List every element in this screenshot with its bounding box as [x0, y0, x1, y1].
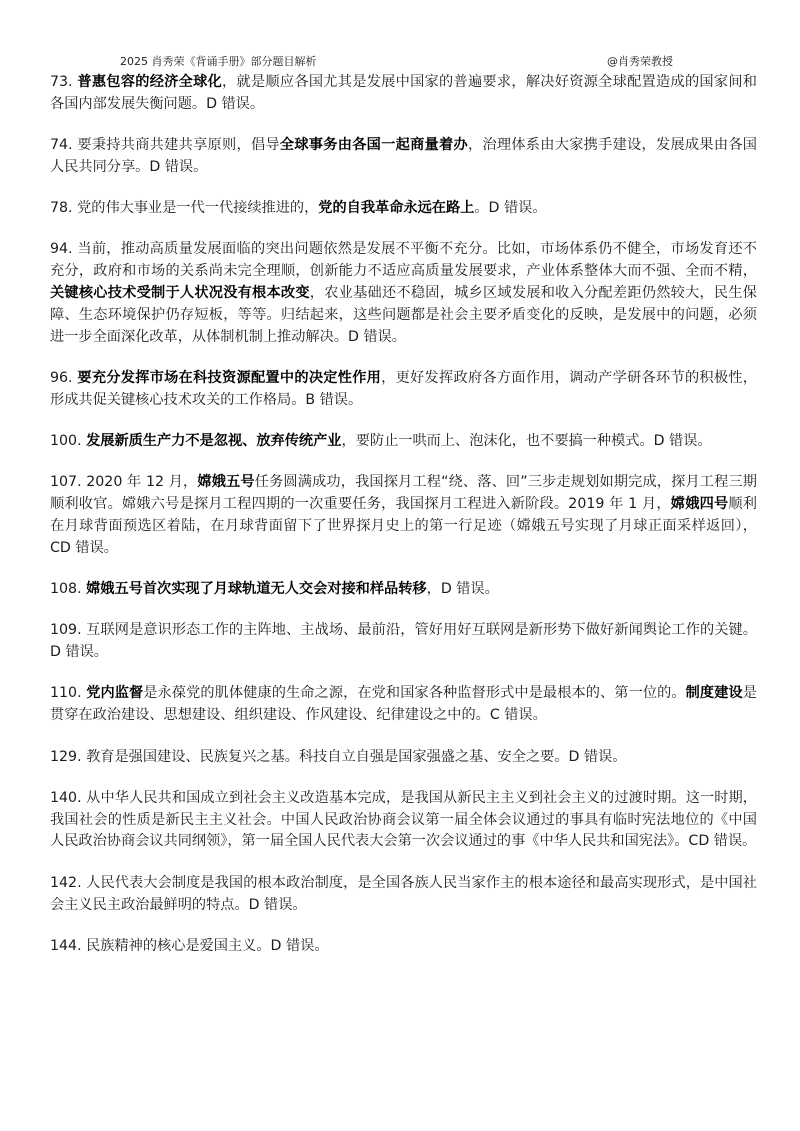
bold-key-phrase: 嫦娥五号 — [197, 474, 255, 491]
answer-item — [50, 936, 757, 958]
answer-text: 96. — [50, 369, 78, 386]
answer-item — [50, 72, 757, 116]
answer-text: 144. 民族精神的核心是爱国主义。D 错误。 — [50, 937, 329, 954]
answer-text: ，农业基础还不稳固，城乡区域发展和收入分配差距仍然较大，民生保障、生态环境保护仍存短板，等等。归结起来，这些问题都是社会主要矛盾变化的反映，是发展中的问题，必须进一步全面深化改革，从体制机制上推动解决。D 错误。 — [50, 285, 757, 345]
answer-text: 73. — [50, 74, 78, 90]
answer-text: 94. 当前，推动高质量发展面临的突出问题依然是发展不平衡不充分。比如，市场体系仍不健全，市场发育还不充分，政府和市场的关系尚未完全理顺，创新能力不适应高质量发展要求，产业体系整体大而不强、全而不精， — [50, 241, 757, 280]
bold-key-phrase: 要充分发挥市场在科技资源配置中的决定性作用 — [77, 369, 382, 386]
answer-text: ，要防止一哄而上、泡沫化，也不要搞一种模式。D 错误。 — [341, 433, 712, 450]
answer-item — [50, 747, 757, 769]
page-header — [0, 54, 800, 70]
answer-text: 110. — [50, 685, 87, 702]
answer-item — [50, 683, 757, 727]
answer-item — [50, 198, 757, 220]
answer-item — [50, 368, 757, 412]
answer-text: 是永葆党的肌体健康的生命之源，在党和国家各种监督形式中是最根本的、第一位的。 — [143, 685, 686, 702]
document-body — [50, 72, 757, 977]
answer-text: 78. 党的伟大事业是一代一代接续推进的， — [50, 200, 319, 217]
bold-key-phrase: 党内监督 — [86, 685, 144, 702]
bold-key-phrase: 制度建设 — [685, 685, 743, 702]
answer-text: 是贯穿在政治建设、思想建设、组织建设、作风建设、纪律建设之中的。C 错误。 — [50, 685, 757, 724]
bold-key-phrase: 嫦娥五号首次实现了月球轨道无人交会对接和样品转移 — [86, 581, 427, 598]
answer-text: 129. 教育是强国建设、民族复兴之基。科技自立自强是国家强盛之基、安全之要。D 错误。 — [50, 748, 627, 765]
answer-item — [50, 620, 757, 664]
answer-item — [50, 135, 757, 179]
bold-key-phrase: 全球事务由各国一起商量着办 — [279, 137, 468, 154]
answer-text: 108. — [50, 581, 87, 598]
bold-key-phrase: 党的自我革命永远在路上 — [318, 200, 475, 217]
answer-item — [50, 873, 757, 917]
bold-key-phrase: 嫦娥四号 — [670, 496, 729, 513]
answer-item — [50, 431, 757, 453]
answer-text: 。D 错误。 — [474, 200, 547, 217]
bold-key-phrase: 普惠包容的经济全球化 — [77, 74, 223, 90]
answer-text: 107. 2020 年 12 月， — [50, 474, 198, 491]
answer-text: ，更好发挥政府各方面作用，调动产学研各环节的积极性，形成共促关键核心技术攻关的工作格局。B 错误。 — [50, 369, 757, 408]
answer-text: 140. 从中华人民共和国成立到社会主义改造基本完成，是我国从新民主主义到社会主义的过渡时期。这一时期，我国社会的性质是新民主主义社会。中国人民政治协商会议第一届全体会议通过的事具有临时宪法地位的《中国人民政治协商会议共同纲领》，第一届全国人民代表大会第一次会议通过的事《中华人民共和国宪法》。CD 错误。 — [50, 789, 757, 850]
answer-text: 顺利在月球背面预选区着陆，在月球背面留下了世界探月史上的第一行足迹（嫦娥五号实现了月球正面采样返回），CD 错误。 — [50, 496, 757, 556]
bold-key-phrase: 发展新质生产力不是忽视、放弃传统产业 — [86, 433, 342, 450]
answer-item — [50, 472, 757, 559]
answer-text: 74. 要秉持共商共建共享原则，倡导 — [50, 137, 280, 154]
answer-text: ，就是顺应各国尤其是发展中国家的普遍要求，解决好资源全球配置造成的国家间和各国内部发展失衡问题。D 错误。 — [50, 74, 757, 112]
header-author: @肖秀荣教授 — [607, 55, 673, 68]
answer-text: 142. 人民代表大会制度是我国的根本政治制度，是全国各族人民当家作主的根本途径和最高实现形式，是中国社会主义民主政治最鲜明的特点。D 错误。 — [50, 874, 757, 913]
answer-text: ，治理体系由大家携手建设，发展成果由各国人民共同分享。D 错误。 — [50, 137, 757, 175]
answer-item — [50, 239, 757, 348]
header-title: 2025 肖秀荣《背诵手册》部分题目解析 — [120, 55, 317, 68]
bold-key-phrase: 关键核心技术受制于人状况没有根本改变 — [50, 285, 310, 302]
answer-item — [50, 788, 757, 853]
answer-text: 109. 互联网是意识形态工作的主阵地、主战场、最前沿，管好用好互联网是新形势下做好新闻舆论工作的关键。D 错误。 — [50, 622, 757, 661]
answer-text: 100. — [50, 433, 87, 450]
answer-text: ，D 错误。 — [426, 581, 499, 598]
answer-item — [50, 579, 757, 601]
answer-text: 任务圆满成功，我国探月工程“绕、落、回”三步走规划如期完成，探月工程三期顺利收官。嫦娥六号是探月工程四期的一次重要任务，我国探月工程进入新阶段。2019 年 1 月， — [50, 474, 757, 513]
